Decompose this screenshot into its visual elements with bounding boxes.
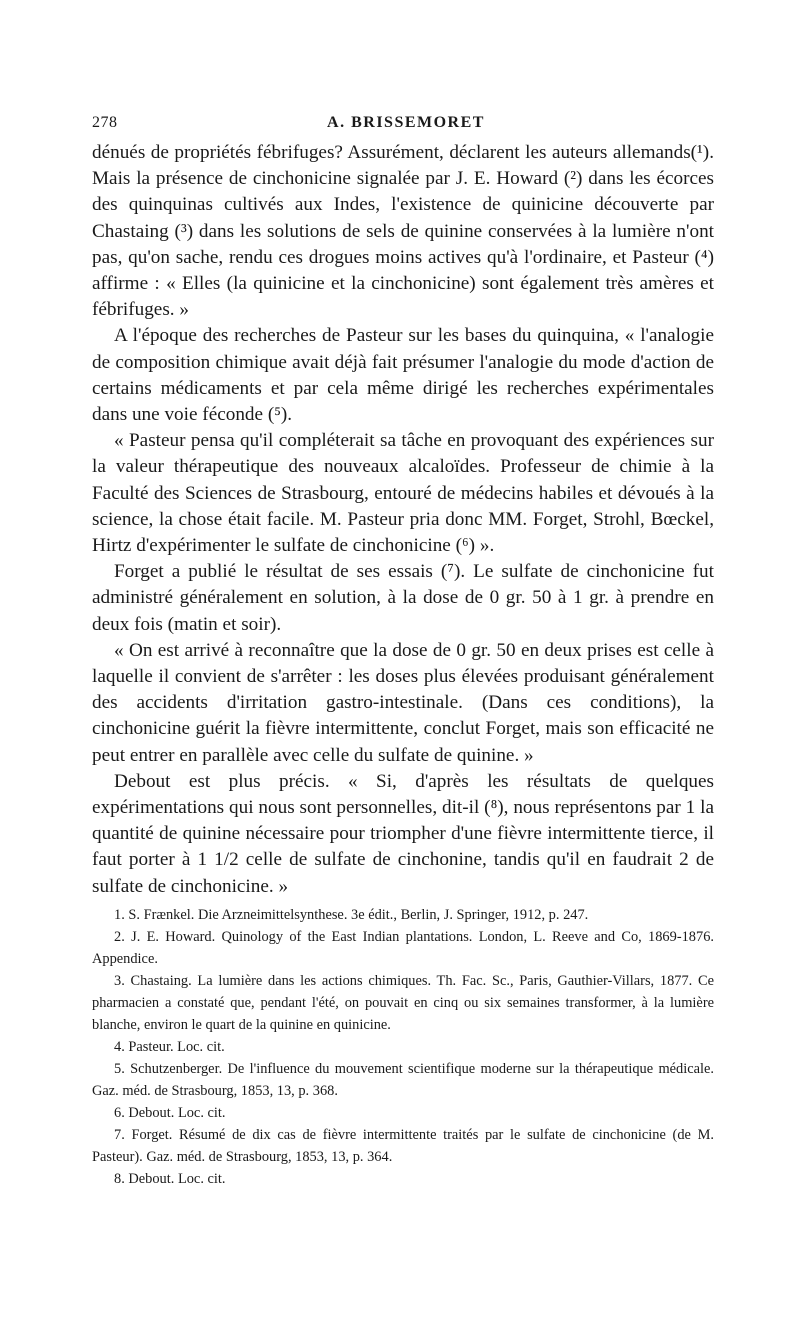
footnote: 6. Debout. Loc. cit. xyxy=(114,1105,226,1121)
footnote: 7. Forget. Résumé de dix cas de fièvre intermittente traités par le sulfate de cinchonicine (de M. Pasteur). Gaz. méd. de Strasbourg, 1853, 13, p. 364. xyxy=(92,1127,714,1165)
footnotes xyxy=(92,904,714,1190)
footnote: 8. Debout. Loc. cit. xyxy=(114,1171,226,1187)
paragraph: dénués de propriétés fébrifuges? Assurément, déclarent les auteurs allemands(¹). Mais la présence de cinchonicine signalée par J. E. Howard (²) dans les écorces des quinquinas cultivés aux Indes, l'existence de quinicine découverte par Chastaing (³) dans les solutions de sels de quinine conservées à la lumière n'ont pas, qu'on sache, rendu ces drogues moins actives qu'à l'ordinaire, et Pasteur (⁴) affirme : « Elles (la quinicine et la cinchonicine) sont également très amères et fébrifuges. » xyxy=(92,142,714,321)
footnote: 3. Chastaing. La lumière dans les actions chimiques. Th. Fac. Sc., Paris, Gauthier-Villars, 1877. Ce pharmacien a constaté que, pendant l'été, on pouvait en cinq ou six semaines transformer, à la lumière blanche, environ le quart de la quinine en quinicine. xyxy=(92,973,714,1033)
paragraph: Forget a publié le résultat de ses essais (⁷). Le sulfate de cinchonicine fut administré généralement en solution, à la dose de 0 gr. 50 à 1 gr. à prendre en deux fois (matin et soir). xyxy=(92,561,714,635)
page-number: 278 xyxy=(92,114,118,131)
paragraph: A l'époque des recherches de Pasteur sur les bases du quinquina, « l'analogie de composition chimique avait déjà fait présumer l'analogie du mode d'action de certains médicaments et par cela même dirigé les recherches expérimentales dans une voie féconde (⁵). xyxy=(92,325,714,426)
paragraph: « Pasteur pensa qu'il compléterait sa tâche en provoquant des expériences sur la valeur thérapeutique des nouveaux alcaloïdes. Professeur de chimie à la Faculté des Sciences de Strasbourg, entouré de médecins habiles et dévoués à la science, la chose était facile. M. Pasteur pria donc MM. Forget, Strohl, Bœckel, Hirtz d'expérimenter le sulfate de cinchonicine (⁶) ». xyxy=(92,430,714,557)
footnote: 4. Pasteur. Loc. cit. xyxy=(114,1039,225,1055)
paragraph: Debout est plus précis. « Si, d'après les résultats de quelques expérimentations qui nous sont personnelles, dit-il (⁸), nous représentons par 1 la quantité de quinine nécessaire pour triompher d'une fièvre intermittente tierce, il faut porter à 1 1/2 celle de sulfate de cinchonine, tandis qu'il en faudrait 2 de sulfate de cinchonicine. » xyxy=(92,770,714,897)
paragraph: « On est arrivé à reconnaître que la dose de 0 gr. 50 en deux prises est celle à laquelle il convient de s'arrêter : les doses plus élevées produisant généralement des accidents d'irritation gastro-intestinale. (Dans ces conditions), la cinchonicine guérit la fièvre intermittente, conclut Forget, mais son efficacité ne peut entrer en parallèle avec celle du sulfate de quinine. » xyxy=(92,639,714,766)
footnote: 2. J. E. Howard. Quinology of the East Indian plantations. London, L. Reeve and Co, 1869-1876. Appendice. xyxy=(92,929,714,967)
footnote: 5. Schutzenberger. De l'influence du mouvement scientifique moderne sur la thérapeutique médicale. Gaz. méd. de Strasbourg, 1853, 13, p. 368. xyxy=(92,1061,714,1099)
page-header xyxy=(92,114,720,138)
running-title: A. BRISSEMORET xyxy=(327,114,485,131)
footnote: 1. S. Frænkel. Die Arzneimittelsynthese. 3e édit., Berlin, J. Springer, 1912, p. 247. xyxy=(114,907,589,923)
main-text xyxy=(92,140,714,900)
